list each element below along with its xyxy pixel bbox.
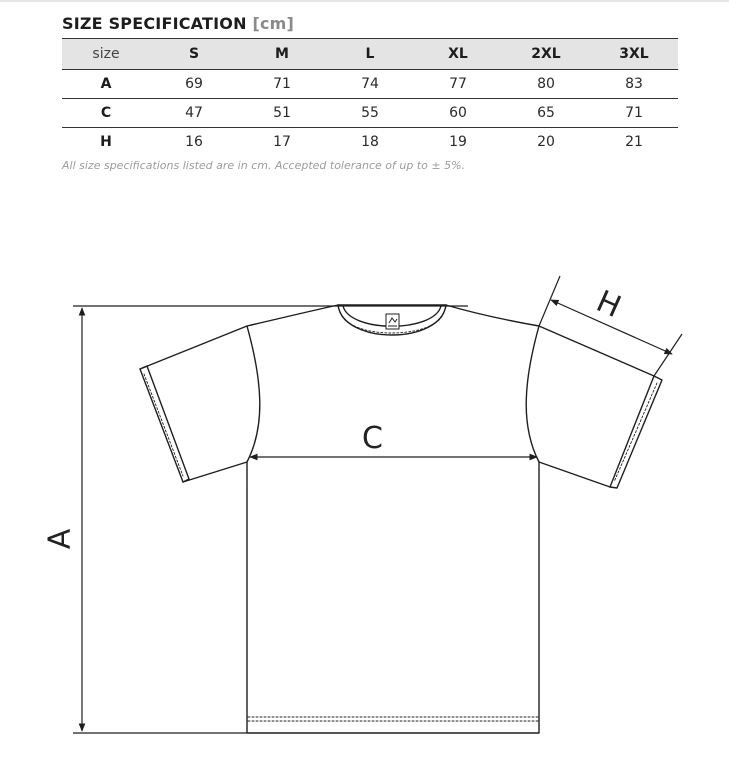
header-cell: size — [62, 39, 150, 70]
neck-label-icon — [386, 314, 399, 329]
header-cell: 2XL — [502, 39, 590, 70]
header-cell: S — [150, 39, 238, 70]
header-cell: M — [238, 39, 326, 70]
dimension-h-label: H — [591, 283, 626, 326]
table-cell: 83 — [590, 70, 678, 99]
title-text: SIZE SPECIFICATION — [62, 14, 247, 33]
dimension-h-guide-bottom — [654, 334, 682, 376]
table-cell: 20 — [537, 134, 555, 150]
table-cell: 47 — [150, 99, 238, 128]
table-cell: 71 — [238, 70, 326, 99]
left-armhole-seam — [247, 326, 260, 462]
right-armhole-seam — [526, 326, 539, 462]
table-cell: 69 — [150, 70, 238, 99]
tshirt-outline — [140, 305, 654, 733]
table-cell: 71 — [590, 99, 678, 128]
dimension-c-label: C — [362, 421, 383, 456]
table-cell: 17 — [273, 134, 291, 150]
header-cell: L — [326, 39, 414, 70]
table-cell: 77 — [414, 70, 502, 99]
header-cell: XL — [414, 39, 502, 70]
dimension-h-guide-top — [539, 276, 560, 326]
table-cell: 19 — [449, 134, 467, 150]
row-label: C — [62, 99, 150, 128]
table-cell: 18 — [361, 134, 379, 150]
table-cell: 65 — [502, 99, 590, 128]
table-cell: 60 — [414, 99, 502, 128]
row-label: H — [100, 134, 112, 150]
title-unit: [cm] — [252, 14, 295, 33]
table-cell: 55 — [326, 99, 414, 128]
dimension-a-label: A — [42, 528, 78, 550]
table-cell: 74 — [326, 70, 414, 99]
table-cell: 80 — [502, 70, 590, 99]
header-cell: 3XL — [590, 39, 678, 70]
tolerance-note: All size specifications listed are in cm. Accepted tolerance of up to ± 5%. — [62, 159, 466, 172]
row-label: A — [62, 70, 150, 99]
table-cell: 21 — [625, 134, 643, 150]
table-cell: 16 — [185, 134, 203, 150]
table-cell: 51 — [238, 99, 326, 128]
